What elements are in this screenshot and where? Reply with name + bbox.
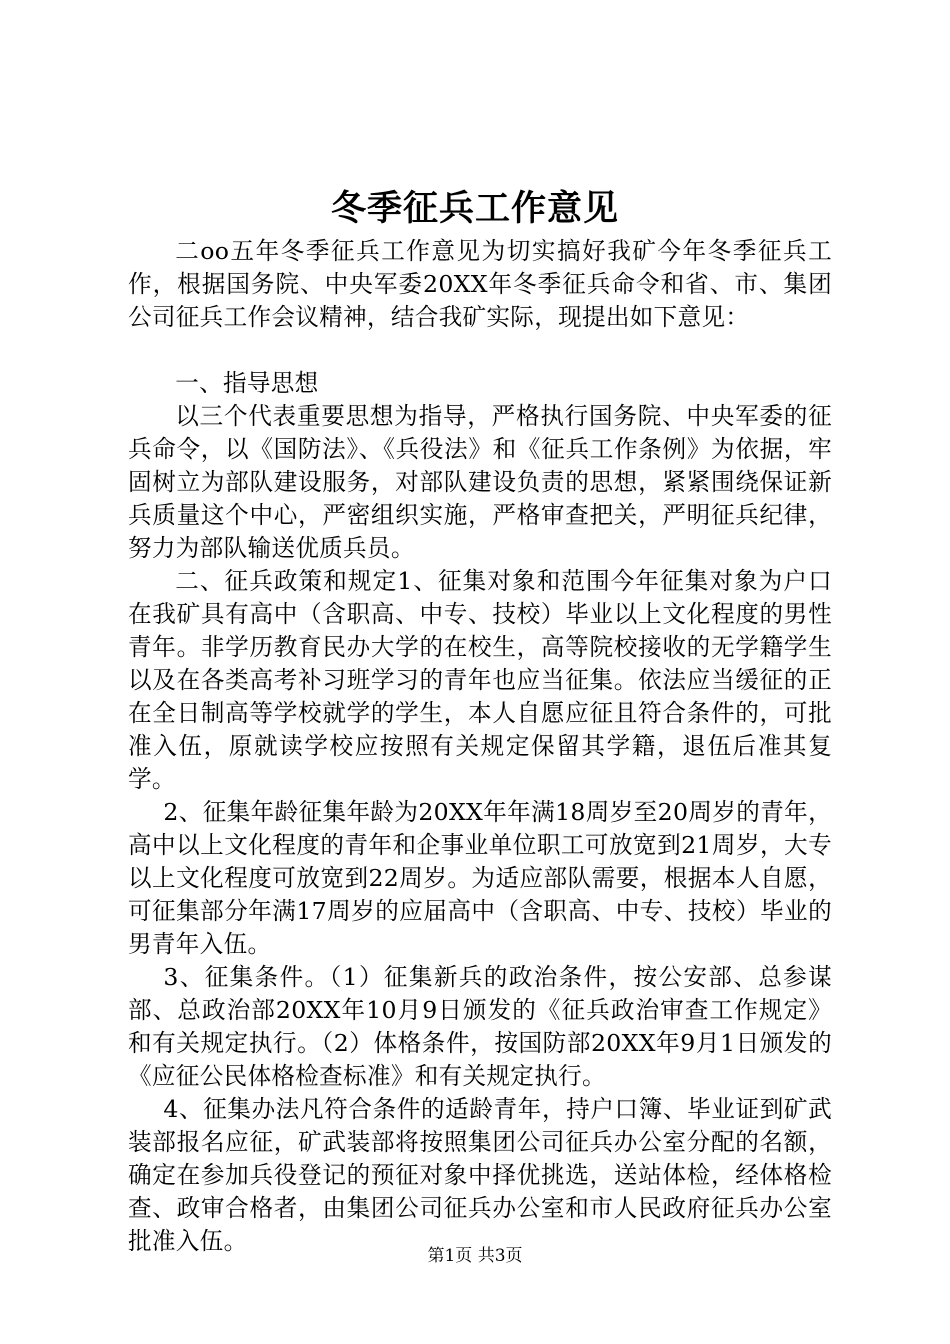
document-body <box>128 235 832 1258</box>
age-paragraph: 2、征集年龄征集年龄为20XX年年满18周岁至20周岁的青年，高中以上文化程度的青年和企事业单位职工可放宽到21周岁，大专以上文化程度可放宽到22周岁。为适应部队需要，根据本人自愿，可征集部分年满17周岁的应届高中（含职高、中专、技校）毕业的男青年入伍。 <box>128 798 832 958</box>
policy-paragraph: 二、征兵政策和规定1、征集对象和范围今年征集对象为户口在我矿具有高中（含职高、中专、技校）毕业以上文化程度的男性青年。非学历教育民办大学的在校生，高等院校接收的无学籍学生以及在各类高考补习班学习的青年也应当征集。依法应当缓征的正在全日制高等学校就学的学生，本人自愿应征且符合条件的，可批准入伍，原就读学校应按照有关规定保留其学籍，退伍后准其复学。 <box>128 567 832 793</box>
section-heading-guiding-thought: 一、指导思想 <box>175 369 319 397</box>
guiding-thought-paragraph: 以三个代表重要思想为指导，严格执行国务院、中央军委的征兵命令，以《国防法》、《兵役法》和《征兵工作条例》为依据，牢固树立为部队建设服务，对部队建设负责的思想，紧紧围绕保证新兵质量这个中心，严密组织实施，严格审查把关，严明征兵纪律，努力为部队输送优质兵员。 <box>128 402 832 562</box>
page-title: 冬季征兵工作意见 <box>330 188 619 229</box>
method-paragraph: 4、征集办法凡符合条件的适龄青年，持户口簿、毕业证到矿武装部报名应征，矿武装部将按照集团公司征兵办公室分配的名额，确定在参加兵役登记的预征对象中择优挑选，送站体检，经体格检查、政审合格者，由集团公司征兵办公室和市人民政府征兵办公室批准入伍。 <box>128 1095 832 1255</box>
conditions-paragraph: 3、征集条件。（1）征集新兵的政治条件，按公安部、总参谋部、总政治部20XX年10月9日颁发的《征兵政治审查工作规定》和有关规定执行。（2）体格条件，按国防部20XX年9月1日颁发的《应征公民体格检查标准》和有关规定执行。 <box>128 963 832 1090</box>
intro-paragraph: 二oo五年冬季征兵工作意见为切实搞好我矿今年冬季征兵工作，根据国务院、中央军委20XX年冬季征兵命令和省、市、集团公司征兵工作会议精神，结合我矿实际，现提出如下意见： <box>128 237 832 331</box>
page-footer: 第1页 共3页 <box>427 1246 523 1266</box>
